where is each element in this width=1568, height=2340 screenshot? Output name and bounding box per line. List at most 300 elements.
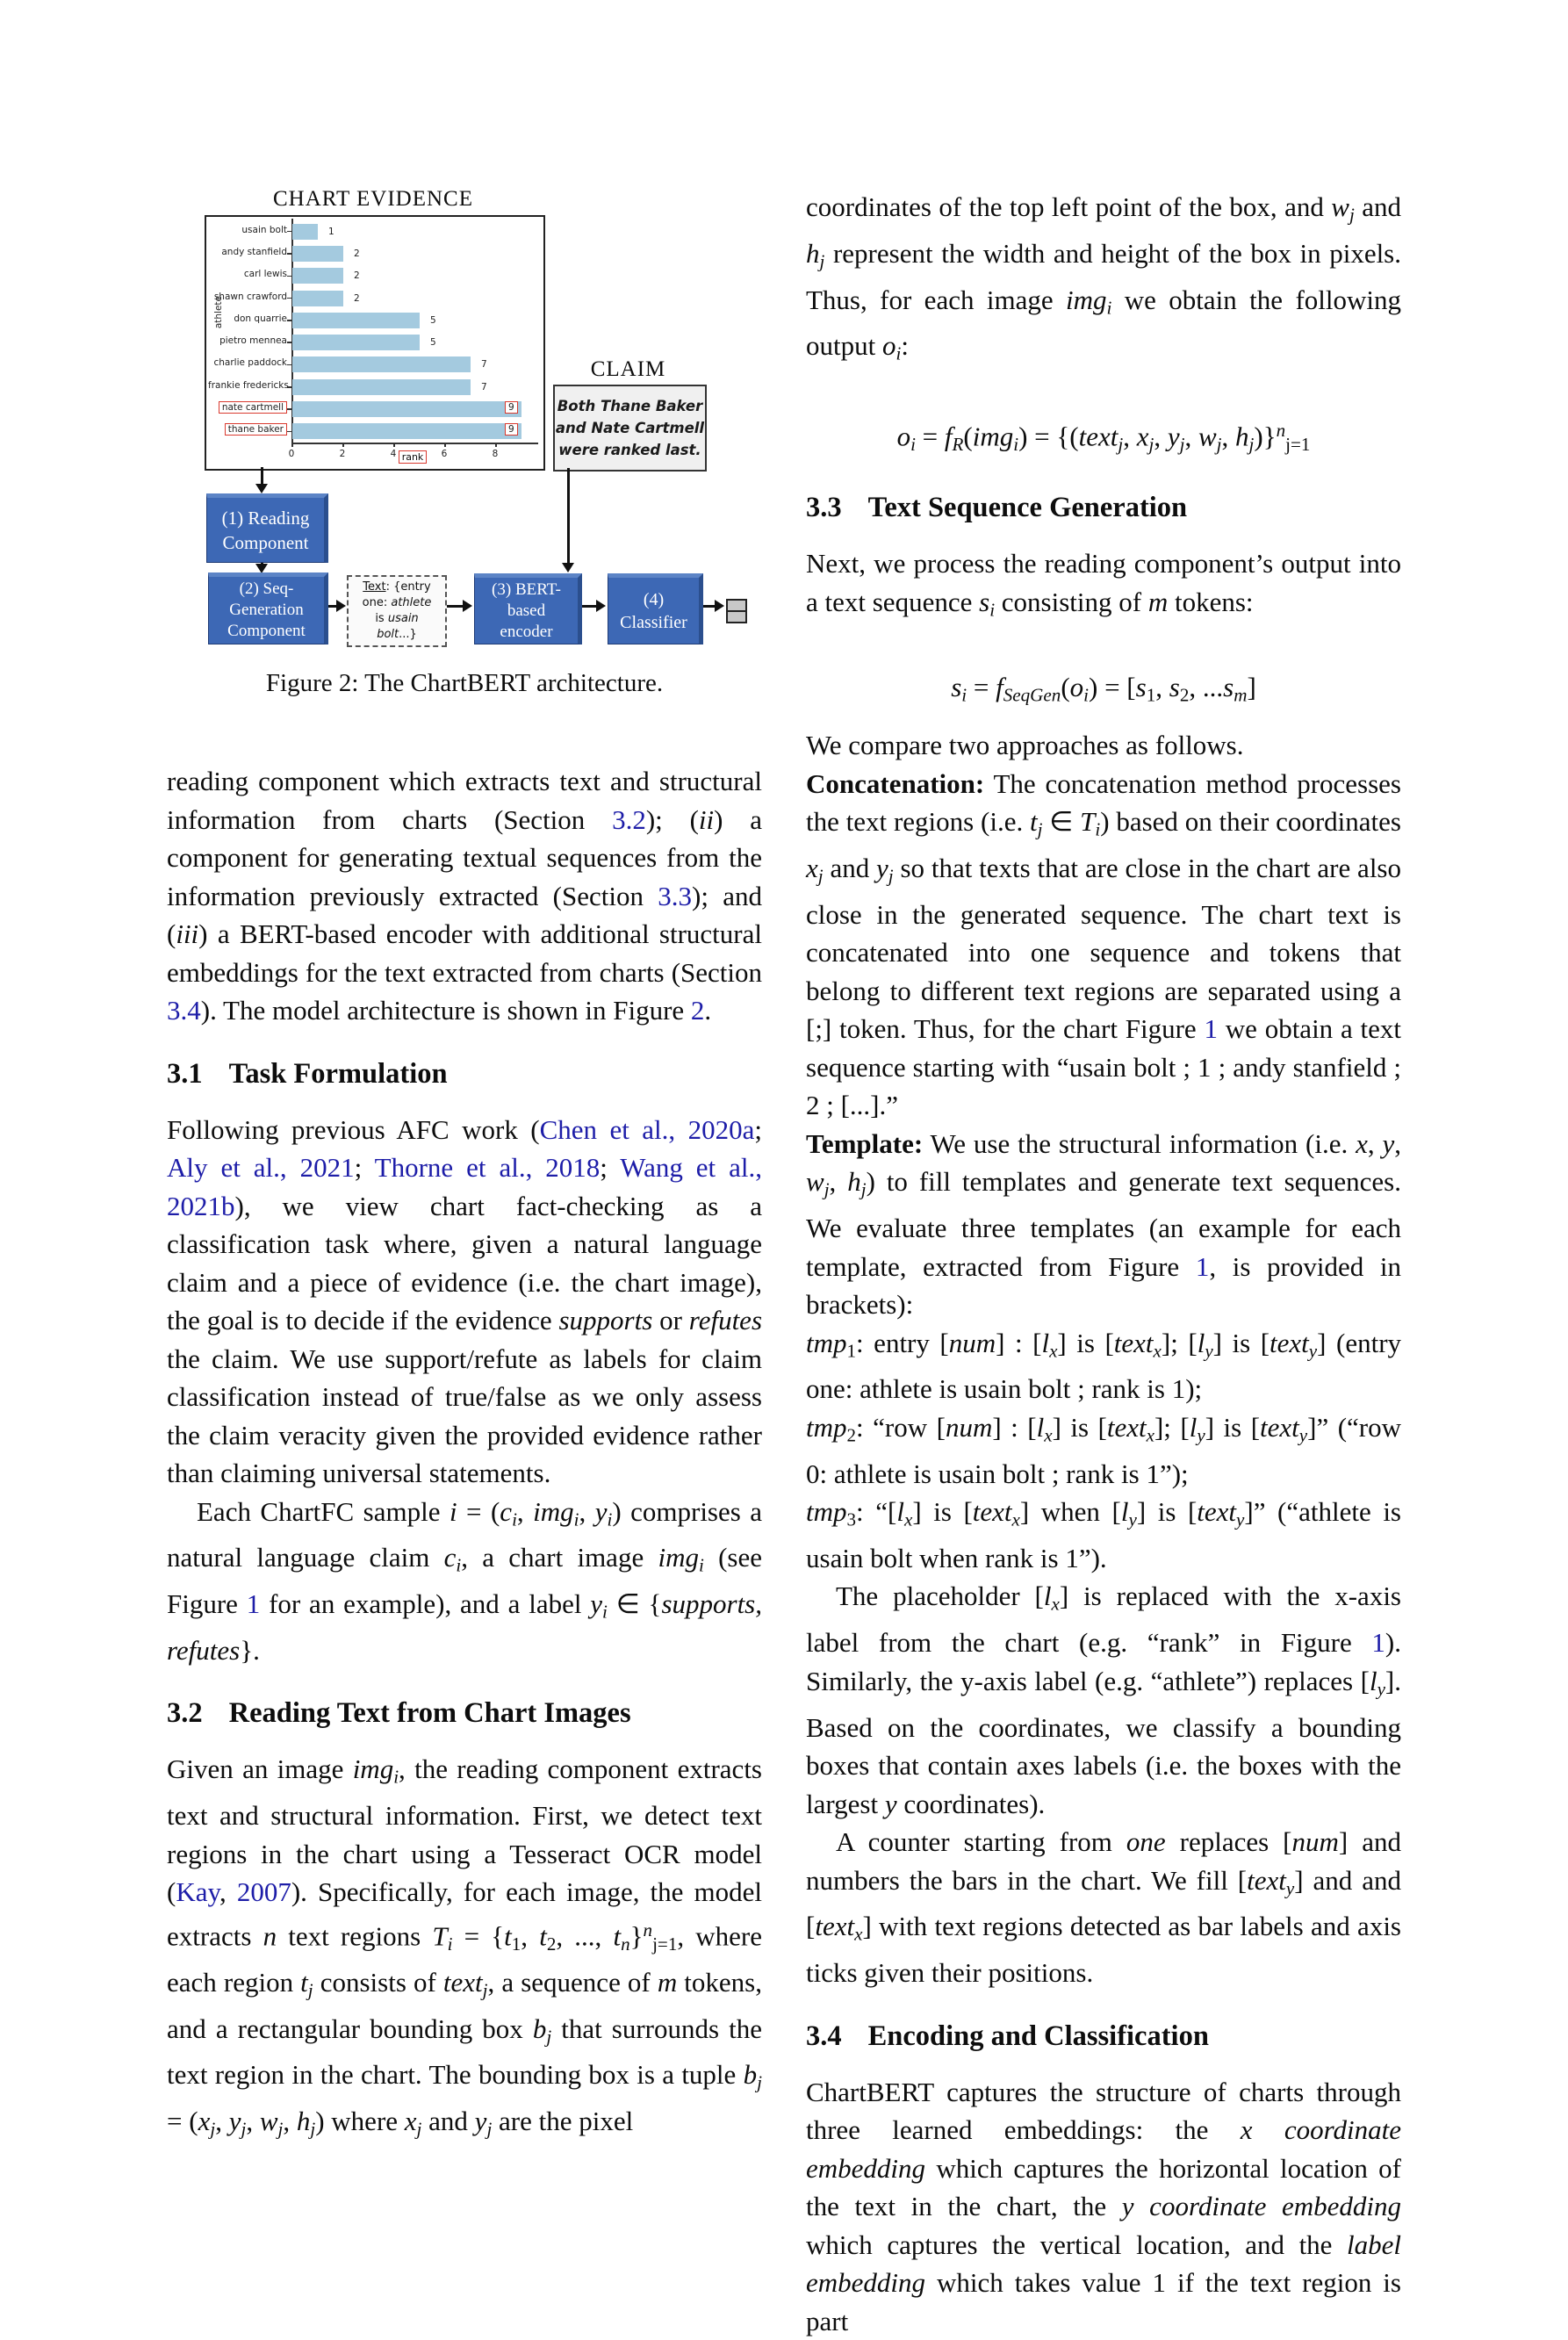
text-segment: ); ( <box>645 803 699 835</box>
text-segment: x <box>1011 1508 1020 1530</box>
value-label: 5 <box>430 337 436 349</box>
x-tick <box>444 443 446 447</box>
paragraph <box>806 765 1401 1125</box>
text-segment: x <box>903 1508 913 1530</box>
text-segment: replaces [ <box>1165 1826 1292 1858</box>
text-segment: : {entry <box>385 580 431 594</box>
box-label-line: (2) Seq- <box>239 580 294 598</box>
bar-chart <box>205 215 545 471</box>
bar-label: carl lewis <box>243 269 287 280</box>
bar-label-cell <box>208 379 287 392</box>
text-segment: , <box>1123 421 1137 452</box>
text-segment: represent the width and height of the box in pixels. Thus, for each image <box>806 237 1401 315</box>
text-segment: text <box>1113 1327 1154 1358</box>
text-segment: i <box>447 1933 453 1955</box>
bar-label-highlighted: thane baker <box>225 423 287 436</box>
text-segment: : entry [ <box>856 1327 949 1358</box>
text-segment: . <box>704 995 712 1026</box>
section-number: 3.4 <box>806 2020 842 2052</box>
claim-line: and Nate Cartmell <box>555 420 705 436</box>
text-segment: i <box>698 1554 704 1576</box>
text-segment: consists of <box>313 1966 443 1998</box>
text-segment: x <box>1356 1127 1368 1159</box>
text-segment: , <box>579 1495 595 1527</box>
text-segment: c <box>500 1495 513 1527</box>
text-segment: ; <box>354 1152 375 1183</box>
text-segment: y <box>1308 1339 1318 1361</box>
ref-link[interactable]: 2007 <box>236 1876 291 1908</box>
text-segment: h <box>847 1166 861 1198</box>
text-segment: i <box>895 342 902 364</box>
text-segment: w <box>1198 421 1217 452</box>
text-segment: i <box>989 599 996 621</box>
text-segment: img <box>352 1753 394 1785</box>
output-cell <box>726 610 747 623</box>
text-segment: 3 <box>846 1508 857 1530</box>
bar <box>292 401 521 417</box>
text-segment: l <box>1120 1496 1129 1528</box>
right-column <box>806 188 1401 2340</box>
text-segment: , the reading component extracts text and structural information. First, we detect text regions in the chart using a Tesseract OCR model ( <box>167 1753 762 1908</box>
text-segment: t <box>300 1966 308 1998</box>
x-tick <box>291 443 293 447</box>
text-box-line <box>349 595 445 611</box>
equation <box>806 668 1401 715</box>
text-segment: ]; [ <box>1161 1327 1198 1358</box>
text-segment: which takes value 1 if the text region is part <box>806 2267 1401 2336</box>
text-segment: we obtain the following output <box>806 284 1401 362</box>
text-segment: , <box>1155 671 1169 702</box>
text-segment: j <box>277 2118 284 2140</box>
text-segment: x <box>854 1923 863 1945</box>
text-segment: 2 <box>546 1933 557 1955</box>
text-segment: j <box>860 1178 867 1200</box>
text-segment: text <box>1078 421 1118 452</box>
text-segment: ] : [ <box>992 1411 1037 1443</box>
text-segment: l <box>1043 1580 1052 1612</box>
text-segment: , ..., <box>556 1920 614 1952</box>
text-segment: tmp <box>806 1411 847 1443</box>
bar <box>292 268 343 284</box>
text-segment: j <box>1148 433 1154 455</box>
text-segment: ) = [ <box>1089 671 1136 702</box>
ref-link[interactable]: 1 <box>246 1588 261 1620</box>
text-segment: n <box>263 1920 277 1952</box>
text-segment: s <box>979 586 990 617</box>
text-segment: w <box>1331 191 1349 222</box>
paragraph <box>806 544 1401 629</box>
paragraph <box>806 2073 1401 2340</box>
text-segment: x <box>806 853 818 884</box>
text-segment: We compare two approaches as follows. <box>806 730 1244 761</box>
text-segment: tmp <box>806 1327 847 1358</box>
x-tick-label: 0 <box>288 449 295 459</box>
text-segment: n <box>1276 420 1286 442</box>
box-label-line: based <box>507 601 546 620</box>
text-segment: ] and numbers the bars in the chart. We fill [ <box>806 1826 1401 1896</box>
text-segment: i <box>1095 818 1101 840</box>
reading-component-box <box>206 493 328 563</box>
text-segment: s <box>951 671 962 702</box>
y-tick <box>287 231 291 233</box>
box-label-line: Component <box>227 622 306 640</box>
paragraph <box>167 1111 762 1493</box>
text-segment: num <box>1291 1826 1339 1858</box>
text-segment: i <box>1106 296 1112 318</box>
text-sequence-box <box>347 575 447 647</box>
text-segment: ∈ { <box>607 1588 662 1620</box>
value-label-cell <box>505 401 518 414</box>
text-segment: i <box>1083 683 1089 705</box>
x-axis-line <box>291 443 538 444</box>
text-segment: l <box>1369 1665 1377 1696</box>
text-segment: y <box>1167 421 1180 452</box>
text-segment: , <box>215 2106 229 2137</box>
value-label-cell <box>354 270 360 282</box>
text-segment: refutes <box>688 1305 763 1336</box>
text-segment: i <box>573 1508 579 1530</box>
text-segment: ( <box>1061 671 1070 702</box>
text-segment: x <box>198 2106 211 2137</box>
x-tick <box>342 443 344 447</box>
x-tick <box>495 443 497 447</box>
text-segment: and <box>1354 191 1402 222</box>
ref-link[interactable]: 3.2 <box>612 803 646 835</box>
text-segment: y <box>594 1495 608 1527</box>
text-segment: , <box>829 1166 848 1198</box>
value-label-cell <box>481 381 487 393</box>
value-label: 7 <box>481 359 487 371</box>
ref-link[interactable]: 1 <box>1371 1627 1385 1659</box>
claim-line: were ranked last. <box>558 442 701 458</box>
text-segment: i <box>1013 433 1019 455</box>
ref-link[interactable]: 2 <box>690 995 705 1026</box>
section-title: Text Sequence Generation <box>867 492 1188 524</box>
text-segment: n <box>621 1933 630 1955</box>
y-tick <box>287 320 291 321</box>
x-tick <box>393 443 395 447</box>
text-segment: y <box>1197 1424 1205 1446</box>
text-segment: , <box>246 2106 260 2137</box>
text-segment: ]” (“athlete is usain bolt when rank is 1”). <box>806 1496 1401 1573</box>
text-segment: text <box>815 1911 855 1942</box>
ref-link[interactable]: 3.4 <box>167 995 201 1026</box>
ref-link[interactable]: Chen et al., 2020a <box>539 1113 755 1145</box>
text-segment: ; <box>600 1152 621 1183</box>
text-segment: = <box>915 421 945 452</box>
bar-label: charlie paddock <box>213 357 287 369</box>
text-segment: j <box>307 1979 313 2001</box>
text-segment: l <box>1197 1327 1205 1358</box>
paragraph <box>806 1577 1401 1823</box>
text-segment: img <box>658 1542 699 1573</box>
ref-link[interactable]: 1 <box>1195 1250 1210 1282</box>
value-label-cell <box>328 226 334 238</box>
text-segment: T <box>1080 806 1096 838</box>
text-segment: , <box>1184 421 1198 452</box>
text-segment: )} <box>1254 421 1277 452</box>
value-label: 2 <box>354 292 360 304</box>
arrow-chart-to-reading <box>261 467 263 485</box>
text-segment: , <box>1154 421 1168 452</box>
text-segment: y <box>1377 1678 1385 1700</box>
ref-link[interactable]: Thorne et al., 2018 <box>374 1152 601 1183</box>
arrowhead-icon <box>336 600 346 612</box>
x-axis-label: rank <box>399 450 428 464</box>
text-segment: one: <box>362 596 392 609</box>
text-segment: x coordinate embedding <box>806 2114 1401 2184</box>
text-segment: t <box>1030 806 1038 838</box>
arrowhead-icon <box>562 563 574 572</box>
text-segment: y <box>1205 1339 1213 1361</box>
section-title: Task Formulation <box>228 1057 448 1090</box>
text-segment: x <box>1044 1424 1053 1446</box>
text-segment: y <box>474 2106 487 2137</box>
text-segment: s <box>1135 671 1147 702</box>
text-segment: i <box>456 1554 462 1576</box>
text-segment: , <box>516 1495 534 1527</box>
bar <box>292 224 318 240</box>
value-label-cell <box>430 336 436 349</box>
text-segment: The placeholder [ <box>836 1580 1044 1612</box>
classifier-box <box>608 573 703 644</box>
text-segment: 2 <box>846 1424 857 1446</box>
bar-label-cell <box>208 335 287 347</box>
text-segment: , where each region <box>167 1920 763 1998</box>
text-segment: h <box>1235 421 1249 452</box>
text-segment: , is provided in brackets): <box>806 1250 1401 1321</box>
text-segment: img <box>533 1495 574 1527</box>
text-segment: j <box>1118 433 1124 455</box>
text-segment: ] is [ <box>1205 1411 1261 1443</box>
text-segment: o <box>896 421 911 452</box>
paragraph <box>806 188 1401 373</box>
text-segment: and <box>823 853 877 884</box>
text-segment: Next, we process the reading component’s output into a text sequence <box>806 548 1401 617</box>
paragraph <box>806 1408 1401 1493</box>
bar-label: don quarrie <box>234 313 287 324</box>
chart-evidence-title: CHART EVIDENCE <box>272 187 473 211</box>
ref-link[interactable]: Aly et al., 2021 <box>167 1152 355 1183</box>
y-axis-label: athlete <box>213 296 224 329</box>
text-segment: the claim. We use support/refute as labels for claim classification instead of true/false as we only assess the claim veracity given the provided evidence rather than claiming universal statements. <box>167 1343 762 1488</box>
text-segment: , <box>1221 421 1236 452</box>
text-segment: Text <box>363 580 386 594</box>
text-segment: y <box>876 853 888 884</box>
text-segment: x <box>1051 1593 1060 1615</box>
arrowhead-icon <box>596 600 606 612</box>
text-segment: is <box>375 612 388 625</box>
text-segment: j <box>241 2118 247 2140</box>
text-segment: ] when [ <box>1019 1496 1121 1528</box>
arrowhead-icon <box>255 484 268 493</box>
text-segment: which captures the horizontal location of the text in the chart, the <box>806 2152 1401 2222</box>
text-segment: j <box>486 2118 493 2140</box>
text-segment: ). Specifically, for each image, the model extracts <box>167 1876 762 1952</box>
text-segment: , a chart image <box>461 1542 658 1573</box>
output-cells <box>726 599 747 623</box>
text-segment: ChartBERT captures the structure of charts through three learned embeddings: the <box>806 2076 1401 2146</box>
text-segment: tmp <box>806 1496 847 1528</box>
text-segment: : “[ <box>856 1496 897 1528</box>
bar <box>292 246 343 262</box>
value-label-cell <box>430 314 436 327</box>
text-segment: R <box>952 433 964 455</box>
text-segment: b <box>532 2012 547 2044</box>
text-segment: y <box>1285 1876 1295 1898</box>
text-segment: coordinates of the top left point of the box, and <box>806 191 1332 222</box>
text-segment: ] is [ <box>912 1496 973 1528</box>
ref-link[interactable]: 3.3 <box>658 880 693 911</box>
section-number: 3.2 <box>167 1697 203 1730</box>
y-tick <box>287 298 291 299</box>
bar-label: shawn crawford <box>213 291 287 302</box>
text-segment: text <box>442 1966 483 1998</box>
text-segment: ...} <box>399 628 417 641</box>
text-segment: or <box>652 1305 689 1336</box>
box-label-line: encoder <box>500 622 553 641</box>
x-axis-label-row <box>291 451 534 463</box>
text-segment: athlete <box>391 596 432 609</box>
section-number: 3.1 <box>167 1057 203 1090</box>
text-segment: ) where <box>315 2106 405 2137</box>
text-box-line <box>349 580 445 595</box>
text-segment: c <box>443 1542 457 1573</box>
text-segment: j <box>1248 433 1255 455</box>
bar-label-cell <box>208 356 287 369</box>
text-segment: i <box>961 683 967 705</box>
x-tick-label: 8 <box>492 449 499 459</box>
text-segment: ] <box>1247 671 1256 702</box>
text-segment: usain <box>387 612 419 625</box>
text-segment: ]; [ <box>1154 1411 1190 1443</box>
text-segment: , <box>1394 1127 1401 1159</box>
text-segment: The concatenation method processes the text regions (i.e. <box>806 767 1401 838</box>
text-segment: j=1 <box>652 1933 678 1955</box>
text-segment: img <box>972 421 1014 452</box>
bar-label-cell <box>208 401 287 414</box>
paragraph <box>806 1125 1401 1324</box>
text-segment: A counter starting from <box>836 1826 1126 1858</box>
arrowhead-icon <box>715 600 724 612</box>
text-segment: l <box>896 1496 904 1528</box>
text-segment: 1 <box>511 1933 521 1955</box>
ref-link[interactable]: 1 <box>1204 1013 1218 1045</box>
text-segment: are the pixel <box>492 2106 634 2137</box>
bar-label: pietro mennea <box>219 335 287 347</box>
text-segment: ii <box>698 803 715 835</box>
bar-label-cell <box>208 291 287 303</box>
text-segment: Following previous AFC work ( <box>167 1113 540 1145</box>
text-segment: j <box>888 865 894 887</box>
figure-caption: Figure 2: The ChartBERT architecture. <box>265 669 664 697</box>
text-segment: w <box>806 1166 824 1198</box>
text-segment: n <box>643 1919 653 1940</box>
text-segment: supports <box>558 1305 653 1336</box>
text-segment: Given an image <box>167 1753 353 1785</box>
paragraph <box>167 1750 762 2149</box>
ref-link[interactable]: Kay <box>176 1876 219 1908</box>
text-segment: i <box>449 1495 457 1527</box>
text-segment: i <box>910 433 916 455</box>
text-segment: ( <box>963 421 973 452</box>
y-tick <box>287 253 291 255</box>
text-segment: ). Similarly, the y-axis label (e.g. “athlete”) replaces [ <box>806 1627 1401 1696</box>
text-segment: = { <box>452 1920 505 1952</box>
text-segment: j <box>1037 818 1043 840</box>
text-segment: ] : [ <box>996 1327 1042 1358</box>
paragraph <box>167 762 762 1030</box>
box-label-line: (3) BERT- <box>492 580 561 599</box>
text-segment: x <box>1136 421 1149 452</box>
text-segment: num <box>948 1327 996 1358</box>
text-segment: ); and ( <box>167 880 762 949</box>
text-segment: reading component which extracts text and structural information from charts (Section <box>167 766 762 835</box>
text-segment: ] is replaced with the x-axis label from the chart (e.g. “rank” in Figure <box>806 1580 1401 1659</box>
text-segment: label embedding <box>806 2228 1401 2299</box>
text-segment: ) a component for generating textual sequences from the information previously extracted (Section <box>167 803 762 911</box>
text-segment: l <box>1189 1411 1198 1443</box>
text-segment: ] (entry one: athlete is usain bolt ; rank is 1); <box>806 1327 1402 1405</box>
text-segment: ; <box>754 1113 762 1145</box>
text-segment: text regions <box>277 1920 433 1952</box>
equation <box>806 412 1401 464</box>
text-segment: SeqGen <box>1003 683 1061 705</box>
text-segment: j <box>416 2118 422 2140</box>
text-segment: text <box>1270 1327 1309 1358</box>
text-segment: ) a BERT-based encoder with additional structural embeddings for the text extracted from charts (Section <box>167 918 762 988</box>
text-segment: ]” (“row 0: athlete is usain bolt ; rank is 1”); <box>806 1411 1402 1489</box>
text-segment: text <box>1247 1864 1286 1896</box>
text-segment: = <box>967 671 996 702</box>
text-segment: j <box>824 1178 830 1200</box>
text-segment: t <box>613 1920 622 1952</box>
text-segment: y <box>590 1588 603 1620</box>
bar-label-cell <box>208 313 287 325</box>
claim-box <box>553 385 707 472</box>
paragraph <box>806 1493 1401 1577</box>
section-heading <box>806 490 1401 525</box>
text-segment: ] with text regions detected as bar labels and axis ticks given their positions. <box>806 1911 1401 1989</box>
paragraph <box>167 1493 762 1670</box>
text-segment: , <box>283 2106 297 2137</box>
value-label-cell <box>481 358 487 371</box>
text-segment: j <box>817 865 824 887</box>
bar <box>292 291 343 306</box>
text-segment: j=1 <box>1285 433 1311 455</box>
text-segment: text <box>1197 1496 1237 1528</box>
text-segment: ] is [ <box>1212 1327 1270 1358</box>
value-label: 2 <box>354 270 360 282</box>
text-segment: h <box>296 2106 311 2137</box>
text-segment: ), we view chart fact-checking as a classification task where, given a natural language claim and a piece of evidence (i.e. the chart image), the goal is to decide if the evidence <box>167 1190 762 1336</box>
y-tick <box>287 364 291 366</box>
text-segment: ) = {( <box>1018 421 1079 452</box>
text-segment: x <box>404 2106 417 2137</box>
text-segment: one <box>1126 1826 1166 1858</box>
ref-link[interactable]: Wang et al., 2021b <box>167 1152 762 1221</box>
text-segment: we obtain a text sequence starting with “usain bolt ; 1 ; andy stanfield ; 2 ; [...].” <box>806 1013 1401 1121</box>
text-segment: x <box>1146 1424 1154 1446</box>
value-label-cell <box>505 423 518 436</box>
text-segment: so that texts that are close in the chart are also close in the generated sequence. The chart text is concatenated into one sequence and tokens that belong to different text regions are separated using a [;] token. Thus, for the chart Figure <box>806 853 1401 1045</box>
text-segment: supports, refutes <box>167 1588 762 1666</box>
paragraph <box>806 726 1401 765</box>
value-label: 7 <box>481 381 487 392</box>
text-segment: that surrounds the text region in the chart. The bounding box is a tuple <box>167 2012 762 2091</box>
text-segment: i <box>602 1601 608 1623</box>
x-tick-label: 2 <box>339 449 346 459</box>
